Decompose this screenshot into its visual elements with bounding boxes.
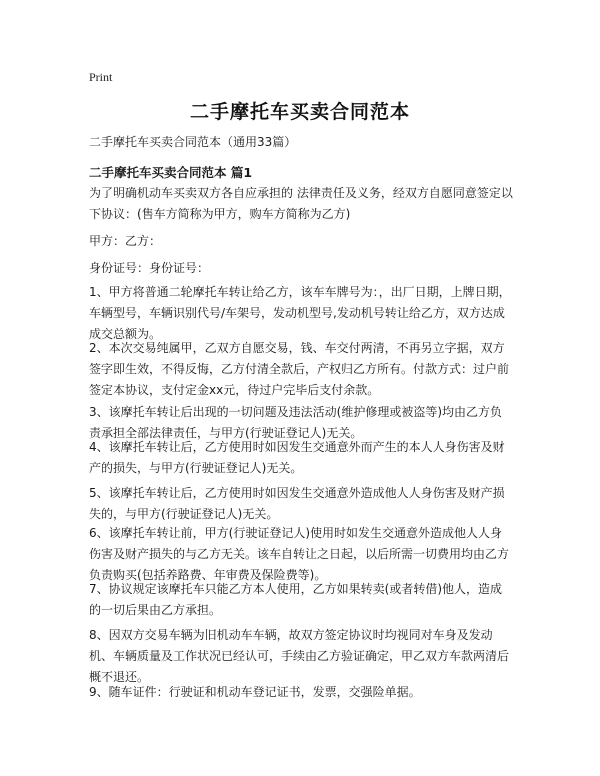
document-subtitle: 二手摩托车买卖合同范本（通用33篇） [89, 135, 297, 149]
clause-5: 5、该摩托车转让后，乙方使用时如因发生交通意外造成他人人身伤害及财产损失的，与甲方(行驶证登记人)无关。 [89, 486, 505, 521]
clause-7: 7、协议规定该摩托车只能乙方本人使用，乙方如果转卖(或者转借)他人，造成的一切后果由乙方承担。 [89, 582, 503, 617]
clause-9: 9、随车证件：行驶证和机动车登记证书，发票，交强险单据。 [89, 685, 421, 699]
intro-paragraph: 为了明确机动车买卖双方各自应承担的 法律责任及义务，经双方自愿同意签定以下协议：(售车方简称为甲方，购车方简称为乙方) [89, 186, 513, 221]
print-link[interactable]: Print [89, 70, 113, 84]
clause-6: 6、该摩托车转让前，甲方(行驶证登记人)使用时如发生交通意外造成他人人身伤害及财产损失的与乙方无关。该车自转让之日起，以后所需一切费用均由乙方负责购买(包括养路费、年审费及保险费等)。 [89, 526, 510, 582]
page-title: 二手摩托车买卖合同范本 [189, 101, 410, 123]
clause-8: 8、因双方交易车辆为旧机动车车辆，故双方签定协议时均视同对车身及发动机、车辆质量及工作状况已经认可，手续由乙方验证确定，甲乙双方车款两清后概不退还。 [89, 628, 510, 684]
clause-4: 4、该摩托车转让后，乙方使用时如因发生交通意外而产生的本人人身伤害及财产的损失，与甲方(行驶证登记人)无关。 [89, 440, 505, 475]
section-heading: 二手摩托车买卖合同范本 篇1 [89, 165, 253, 180]
clause-3: 3、该摩托车转让后出现的一切问题及违法活动(维护修理或被盗等)均由乙方负责承担全部法律责任，与甲方(行驶证登记人)无关。 [89, 405, 503, 440]
party-names-line: 甲方：乙方： [89, 234, 162, 248]
clause-1: 1、甲方将普通二轮摩托车转让给乙方，该车车牌号为：，出厂日期，上牌日期，车辆型号，车辆识别代号/车架号，发动机型号,发动机号转让给乙方，双方达成成交总额为。 [89, 285, 511, 341]
id-numbers-line: 身份证号：身份证号： [89, 261, 210, 275]
clause-2: 2、本次交易纯属甲，乙双方自愿交易，钱、车交付两清，不再另立字据，双方签字即生效，不得反悔，乙方付清全款后，产权归乙方所有。付款方式：过户前签定本协议，支付定金xx元，待过户完毕后支付余款。 [89, 341, 510, 397]
